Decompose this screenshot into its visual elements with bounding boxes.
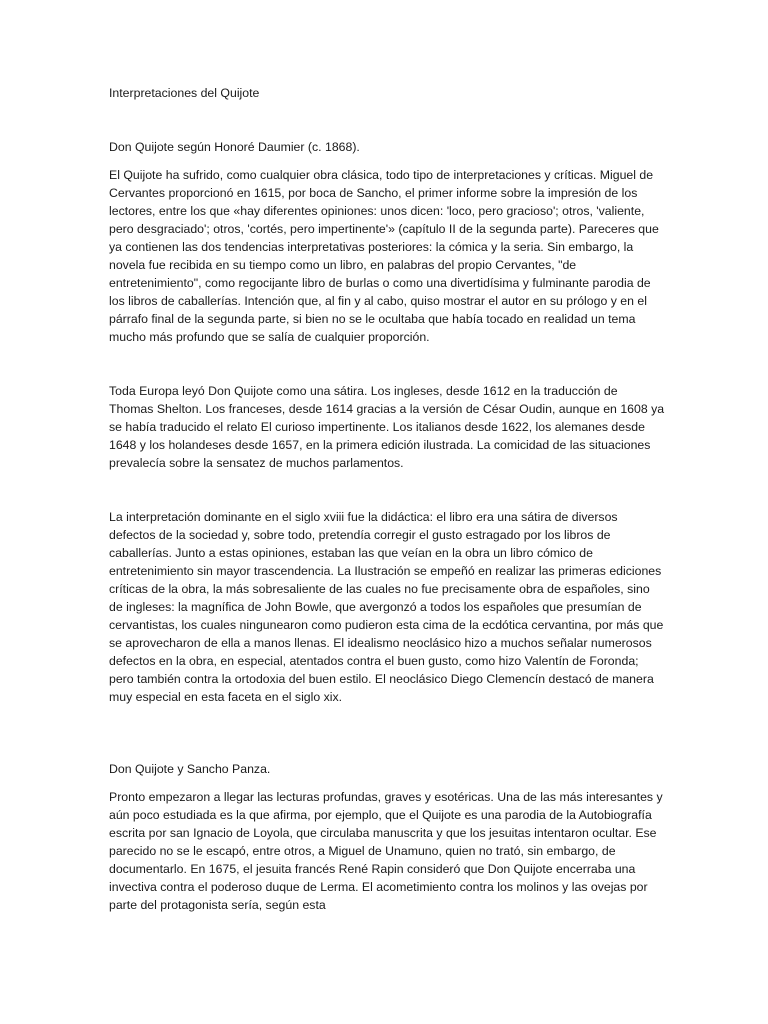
- paragraph-4: Pronto empezaron a llegar las lecturas profundas, graves y esotéricas. Una de las más interesantes y aún poco estudiada es la que afirma, por ejemplo, que el Quijote es una parodia de la Autobiografía escrita por san Ignacio de Loyola, que circulaba manuscrita y que los jesuitas intentaron ocultar. Ese parecido no se le escapó, entre otros, a Miguel de Unamuno, quien no trató, sin embargo, de documentarlo. En 1675, el jesuita francés René Rapin consideró que Don Quijote encerraba una invectiva contra el poderoso duque de Lerma. El acometimiento contra los molinos y las ovejas por parte del protagonista sería, según esta: [109, 790, 663, 912]
- document-title: Interpretaciones del Quijote: [109, 86, 260, 100]
- paragraph-1: El Quijote ha sufrido, como cualquier obra clásica, todo tipo de interpretaciones y críticas. Miguel de Cervantes proporcionó en 1615, por boca de Sancho, el primer informe sobre la impresión de los lectores, entre los que «hay diferentes opiniones: unos dicen: 'loco, pero gracioso'; otros, 'valiente, pero desgraciado'; otros, 'cortés, pero impertinente'» (capítulo II de la segunda parte). Pareceres que ya contienen las dos tendencias interpretativas posteriores: la cómica y la seria. Sin embargo, la novela fue recibida en su tiempo como un libro, en palabras del propio Cervantes, "de entretenimiento", como regocijante libro de burlas o como una divertidísima y fulminante parodia de los libros de caballerías. Intención que, al fin y al cabo, quiso mostrar el autor en su prólogo y en el párrafo final de la segunda parte, si bien no se le ocultaba que había tocado en realidad un tema mucho más profundo que se salía de cualquier proporción.: [109, 168, 659, 344]
- paragraph-2: Toda Europa leyó Don Quijote como una sátira. Los ingleses, desde 1612 en la traducción de Thomas Shelton. Los franceses, desde 1614 gracias a la versión de César Oudin, aunque en 1608 ya se había traducido el relato El curioso impertinente. Los italianos desde 1622, los alemanes desde 1648 y los holandeses desde 1657, en la primera edición ilustrada. La comicidad de las situaciones prevalecía sobre la sensatez de muchos parlamentos.: [109, 384, 665, 470]
- paragraph-3: La interpretación dominante en el siglo xviii fue la didáctica: el libro era una sátira de diversos defectos de la sociedad y, sobre todo, pretendía corregir el gusto estragado por los libros de caballerías. Junto a estas opiniones, estaban las que veían en la obra un libro cómico de entretenimiento sin mayor trascendencia. La Ilustración se empeñó en realizar las primeras ediciones críticas de la obra, la más sobresaliente de las cuales no fue precisamente obra de españoles, sino de ingleses: la magnífica de John Bowle, que avergonzó a todos los españoles que presumían de cervantistas, los cuales ningunearon como pudieron esta cima de la ecdótica cervantina, por más que se aprovecharon de ella a manos llenas. El idealismo neoclásico hizo a muchos señalar numerosos defectos en la obra, en especial, atentados contra el buen gusto, como hizo Valentín de Foronda; pero también contra la ortodoxia del buen estilo. El neoclásico Diego Clemencín destacó de manera muy especial en esta faceta en el siglo xix.: [109, 510, 664, 704]
- caption-sancho: Don Quijote y Sancho Panza.: [109, 762, 271, 776]
- caption-daumier: Don Quijote según Honoré Daumier (c. 1868).: [109, 140, 360, 154]
- document-page: [109, 84, 665, 914]
